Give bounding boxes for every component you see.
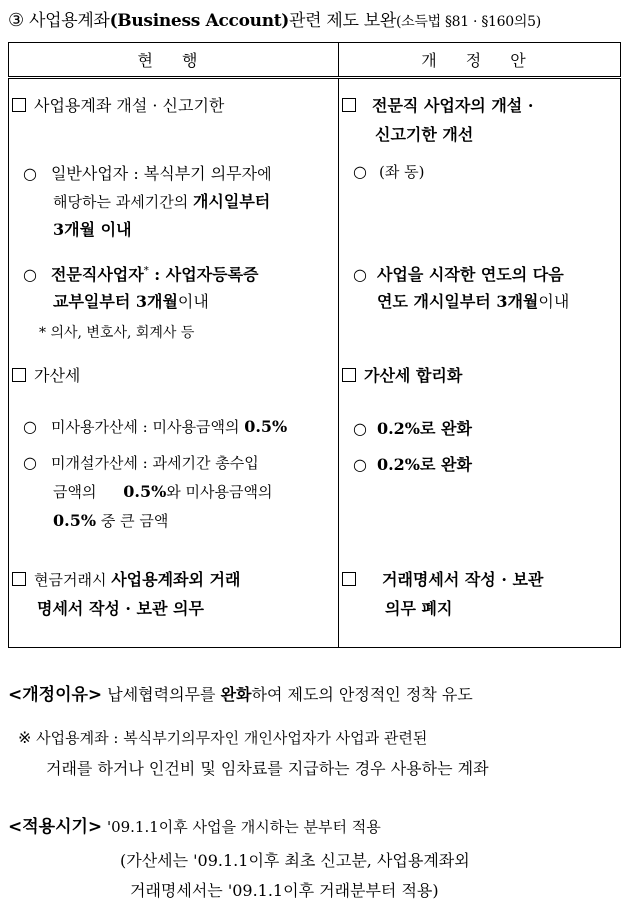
checkbox-square-icon xyxy=(342,572,356,586)
circle-bullet-icon: ○ xyxy=(353,419,367,438)
left-section-1: 사업용계좌 개설 · 신고기한 xyxy=(12,93,224,116)
left-section-3-line-1: 현금거래시 사업용계좌외 거래 xyxy=(12,567,240,590)
circle-bullet-icon: ○ xyxy=(353,162,367,181)
right-section-1-line-1: 전문직 사업자의 개설 · xyxy=(342,93,533,116)
circle-bullet-icon: ○ xyxy=(23,417,37,436)
circle-bullet-icon: ○ xyxy=(23,453,37,472)
apply-period-heading: <적용시기> xyxy=(8,817,103,837)
header-current: 현 행 xyxy=(9,43,339,78)
right-section-1-line-2: 신고기한 개선 xyxy=(375,125,474,144)
left-item-4-line-3: 0.5% 중 큰 금액 xyxy=(53,511,169,530)
left-item-1-line-2: 해당하는 과세기간의 개시일부터 xyxy=(53,192,271,211)
note-line-2: 거래를 하거나 인건비 및 임차료를 지급하는 경우 사용하는 계좌 xyxy=(46,759,489,778)
title-main-pre: 사업용계좌 xyxy=(23,11,110,31)
reference-mark-icon: ※ xyxy=(18,728,32,747)
left-item-2-line-1: ○ 전문직사업자* : 사업자등록증 xyxy=(23,265,259,284)
right-item-2-line-1: ○ 사업을 시작한 연도의 다음 xyxy=(353,265,564,284)
title-main-en: (Business Account) xyxy=(109,11,290,31)
note-line-1: ※ 사업용계좌 : 복식부기의무자인 개인사업자가 사업과 관련된 xyxy=(18,728,428,747)
checkbox-square-icon xyxy=(12,98,26,112)
right-section-3-line-1: 거래명세서 작성 · 보관 xyxy=(342,567,543,590)
right-item-4: ○ 0.2%로 완화 xyxy=(353,455,472,474)
left-item-4-line-2: 금액의 0.5%와 미사용금액의 xyxy=(53,482,273,501)
right-item-2-line-2: 연도 개시일부터 3개월이내 xyxy=(377,292,570,311)
revision-reason: <개정이유> 납세협력의무를 완화하여 제도의 안정적인 정착 유도 xyxy=(8,685,473,705)
apply-period-line-2: (가산세는 '09.1.1이후 최초 신고분, 사업용계좌외 xyxy=(120,851,470,870)
left-footnote: * 의사, 변호사, 회계사 등 xyxy=(39,325,195,341)
checkbox-square-icon xyxy=(12,368,26,382)
revision-reason-heading: <개정이유> xyxy=(8,685,103,705)
left-section-3-line-2: 명세서 작성 · 보관 의무 xyxy=(37,599,204,618)
checkbox-square-icon xyxy=(342,368,356,382)
left-item-3: ○ 미사용가산세 : 미사용금액의 0.5% xyxy=(23,417,288,436)
revised-column xyxy=(339,78,621,648)
circle-bullet-icon: ○ xyxy=(23,164,37,183)
circle-bullet-icon: ○ xyxy=(353,455,367,474)
section-title xyxy=(8,6,541,31)
right-section-3-line-2: 의무 폐지 xyxy=(385,599,453,618)
left-item-4-line-1: ○ 미개설가산세 : 과세기간 총수입 xyxy=(23,453,259,472)
right-item-3: ○ 0.2%로 완화 xyxy=(353,419,472,438)
comparison-table xyxy=(8,42,621,648)
right-item-1: ○ (좌 동) xyxy=(353,162,425,181)
left-item-2-line-2: 교부일부터 3개월이내 xyxy=(53,292,209,311)
current-column xyxy=(9,78,339,648)
circle-bullet-icon: ○ xyxy=(23,265,37,284)
left-section-2: 가산세 xyxy=(12,363,80,386)
title-main-post: 관련 제도 보완 xyxy=(289,11,396,31)
section-number: ③ xyxy=(8,10,24,31)
left-item-1-line-1: ○ 일반사업자 : 복식부기 의무자에 xyxy=(23,164,272,183)
apply-period: <적용시기> '09.1.1이후 사업을 개시하는 분부터 적용 xyxy=(8,817,381,837)
apply-period-line-3: 거래명세서는 '09.1.1이후 거래분부터 적용) xyxy=(130,881,439,900)
header-revised: 개 정 안 xyxy=(339,43,621,78)
left-item-1-line-3: 3개월 이내 xyxy=(53,220,132,239)
circle-bullet-icon: ○ xyxy=(353,265,367,284)
checkbox-square-icon xyxy=(12,572,26,586)
title-law-reference: (소득법 §81 · §160의5) xyxy=(396,14,541,30)
checkbox-square-icon xyxy=(342,98,356,112)
right-section-2: 가산세 합리화 xyxy=(342,363,462,386)
